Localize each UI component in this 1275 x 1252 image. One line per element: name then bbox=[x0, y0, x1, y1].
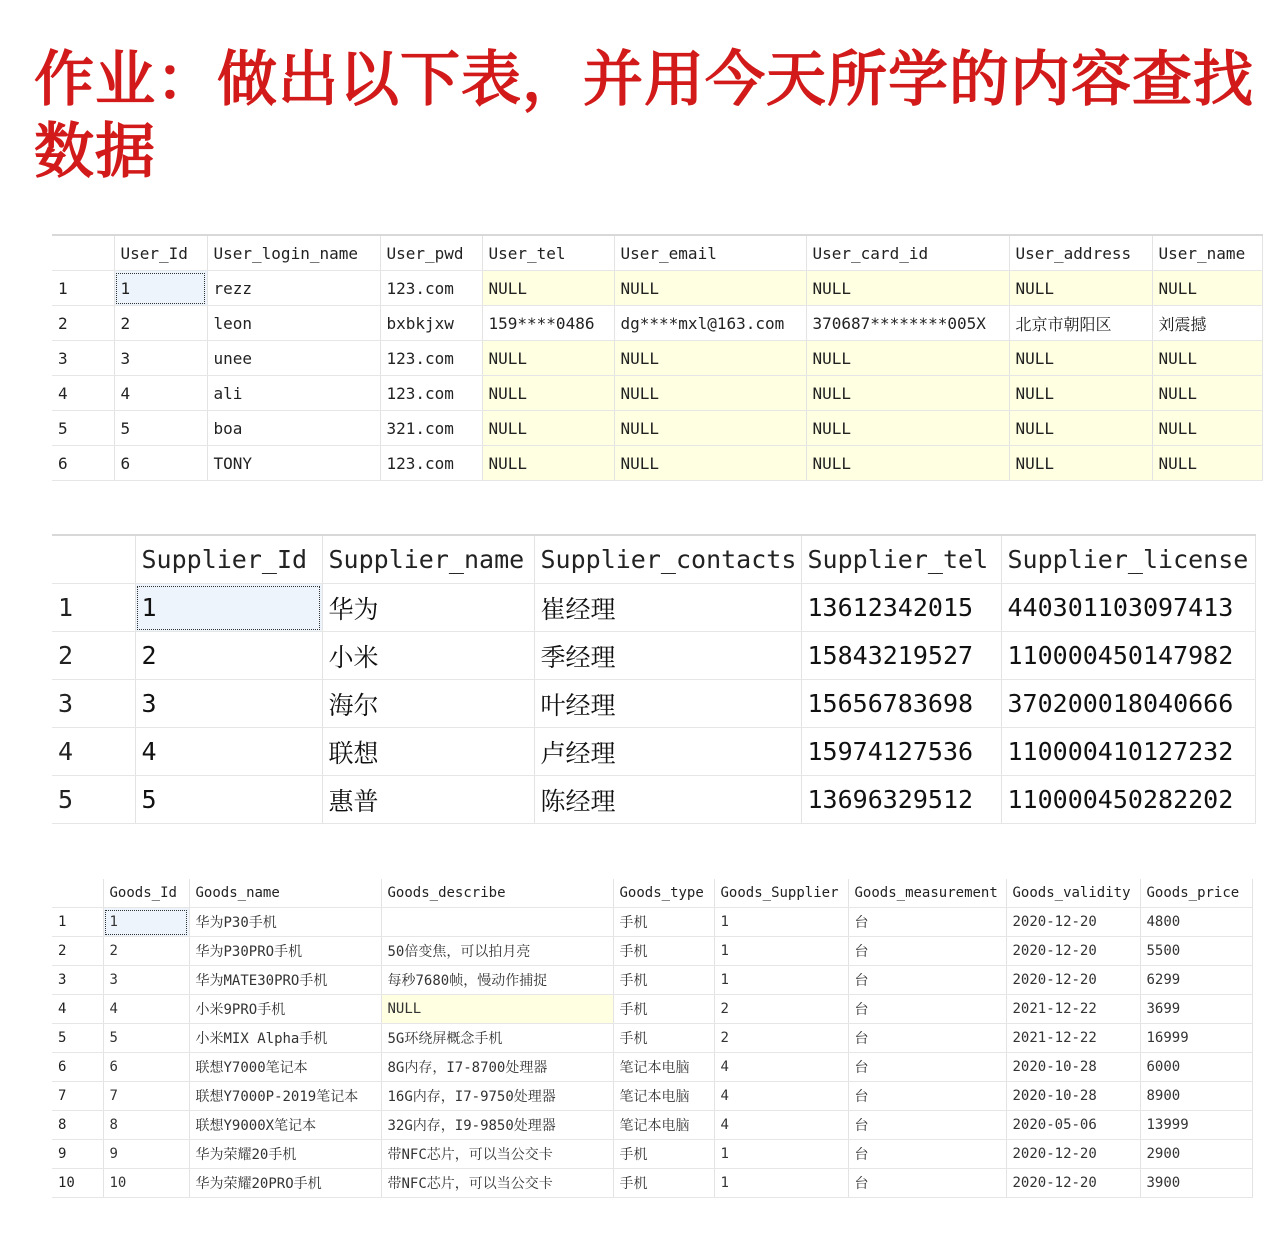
table-row[interactable] bbox=[52, 966, 1252, 995]
table-row[interactable] bbox=[52, 1169, 1252, 1198]
table-row[interactable] bbox=[52, 411, 1262, 446]
table-cell[interactable]: 5G环绕屏概念手机 bbox=[381, 1024, 613, 1053]
table-cell[interactable]: 2020-12-20 bbox=[1006, 908, 1140, 937]
table-cell[interactable]: 每秒7680帧，慢动作捕捉 bbox=[381, 966, 613, 995]
table-cell[interactable]: 手机 bbox=[613, 1140, 714, 1169]
table-cell[interactable]: 50倍变焦，可以拍月亮 bbox=[381, 937, 613, 966]
suppliers-column-header[interactable]: Supplier_name bbox=[322, 535, 534, 584]
users-column-header[interactable]: User_email bbox=[614, 235, 806, 271]
table-cell[interactable]: 4 bbox=[714, 1111, 848, 1140]
table-cell[interactable]: ali bbox=[207, 376, 380, 411]
users-table bbox=[52, 234, 1263, 481]
table-cell[interactable]: 刘震撼 bbox=[1152, 306, 1262, 341]
table-cell[interactable]: 台 bbox=[848, 966, 1006, 995]
table-cell[interactable]: 2020-12-20 bbox=[1006, 1169, 1140, 1198]
goods-column-header[interactable]: Goods_type bbox=[613, 879, 714, 908]
row-number: 3 bbox=[52, 341, 114, 376]
table-cell[interactable]: 2 bbox=[103, 937, 189, 966]
table-cell[interactable]: leon bbox=[207, 306, 380, 341]
table-cell[interactable]: 10 bbox=[103, 1169, 189, 1198]
goods-column-header[interactable]: Goods_measurement bbox=[848, 879, 1006, 908]
table-cell[interactable]: 笔记本电脑 bbox=[613, 1053, 714, 1082]
row-number: 1 bbox=[52, 271, 114, 306]
table-cell[interactable]: 崔经理 bbox=[534, 584, 801, 632]
goods-column-header[interactable]: Goods_Id bbox=[103, 879, 189, 908]
table-cell[interactable]: 2021-12-22 bbox=[1006, 1024, 1140, 1053]
table-cell[interactable]: 3900 bbox=[1140, 1169, 1252, 1198]
table-cell[interactable]: 联想 bbox=[322, 728, 534, 776]
row-number: 8 bbox=[52, 1111, 103, 1140]
table-cell[interactable]: 8900 bbox=[1140, 1082, 1252, 1111]
table-cell[interactable]: 110000450282202 bbox=[1001, 776, 1255, 824]
table-row[interactable] bbox=[52, 446, 1262, 481]
table-cell[interactable]: 北京市朝阳区 bbox=[1009, 306, 1152, 341]
table-cell[interactable]: 4 bbox=[714, 1053, 848, 1082]
table-cell[interactable]: 6 bbox=[103, 1053, 189, 1082]
table-cell[interactable]: 2020-12-20 bbox=[1006, 937, 1140, 966]
table-row[interactable] bbox=[52, 1111, 1252, 1140]
table-cell[interactable]: 华为P30手机 bbox=[189, 908, 381, 937]
row-number: 6 bbox=[52, 1053, 103, 1082]
table-cell[interactable]: 4 bbox=[114, 376, 207, 411]
row-number: 5 bbox=[52, 776, 135, 824]
table-cell[interactable]: 小米MIX Alpha手机 bbox=[189, 1024, 381, 1053]
table-cell[interactable]: 台 bbox=[848, 1140, 1006, 1169]
table-cell[interactable]: 2 bbox=[714, 1024, 848, 1053]
row-number: 1 bbox=[52, 584, 135, 632]
table-cell[interactable]: 6 bbox=[114, 446, 207, 481]
table-cell[interactable]: 华为荣耀20手机 bbox=[189, 1140, 381, 1169]
table-cell[interactable]: 手机 bbox=[613, 908, 714, 937]
table-cell[interactable]: 手机 bbox=[613, 937, 714, 966]
row-number: 3 bbox=[52, 680, 135, 728]
table-cell[interactable]: 笔记本电脑 bbox=[613, 1082, 714, 1111]
table-cell[interactable]: 笔记本电脑 bbox=[613, 1111, 714, 1140]
table-cell[interactable]: 123.com bbox=[380, 271, 482, 306]
table-cell[interactable]: NULL bbox=[614, 446, 806, 481]
table-cell[interactable]: 15843219527 bbox=[801, 632, 1001, 680]
table-cell[interactable]: 海尔 bbox=[322, 680, 534, 728]
row-number: 5 bbox=[52, 411, 114, 446]
row-number: 2 bbox=[52, 306, 114, 341]
table-cell[interactable]: NULL bbox=[381, 995, 613, 1024]
table-cell[interactable]: 5 bbox=[103, 1024, 189, 1053]
table-cell[interactable]: 2900 bbox=[1140, 1140, 1252, 1169]
table-cell[interactable]: 1 bbox=[714, 937, 848, 966]
suppliers-corner bbox=[52, 535, 135, 584]
table-cell[interactable]: NULL bbox=[614, 271, 806, 306]
users-column-header[interactable]: User_login_name bbox=[207, 235, 380, 271]
table-cell[interactable]: 联想Y7000P-2019笔记本 bbox=[189, 1082, 381, 1111]
table-cell[interactable]: NULL bbox=[1152, 341, 1262, 376]
table-cell[interactable]: NULL bbox=[482, 446, 614, 481]
goods-header-row bbox=[52, 879, 1252, 908]
table-cell[interactable]: 台 bbox=[848, 995, 1006, 1024]
suppliers-column-header[interactable]: Supplier_Id bbox=[135, 535, 322, 584]
table-cell[interactable]: 2020-10-28 bbox=[1006, 1082, 1140, 1111]
table-cell[interactable]: 1 bbox=[103, 908, 189, 937]
table-row[interactable] bbox=[52, 680, 1255, 728]
table-cell[interactable]: NULL bbox=[806, 376, 1009, 411]
users-body bbox=[52, 271, 1262, 481]
table-row[interactable] bbox=[52, 376, 1262, 411]
table-cell[interactable]: 1 bbox=[714, 1169, 848, 1198]
table-cell[interactable]: 1 bbox=[114, 271, 207, 306]
goods-column-header[interactable]: Goods_Supplier bbox=[714, 879, 848, 908]
row-number: 7 bbox=[52, 1082, 103, 1111]
table-cell[interactable]: NULL bbox=[614, 411, 806, 446]
table-cell[interactable]: 370200018040666 bbox=[1001, 680, 1255, 728]
table-cell[interactable]: NULL bbox=[1152, 411, 1262, 446]
users-column-header[interactable]: User_name bbox=[1152, 235, 1262, 271]
table-cell[interactable]: 台 bbox=[848, 1111, 1006, 1140]
table-cell[interactable]: 16999 bbox=[1140, 1024, 1252, 1053]
table-cell[interactable]: 1 bbox=[714, 1140, 848, 1169]
users-column-header[interactable]: User_Id bbox=[114, 235, 207, 271]
row-number: 10 bbox=[52, 1169, 103, 1198]
table-cell[interactable]: 8G内存，I7-8700处理器 bbox=[381, 1053, 613, 1082]
table-cell[interactable]: 6299 bbox=[1140, 966, 1252, 995]
table-cell[interactable]: 123.com bbox=[380, 376, 482, 411]
suppliers-header-row bbox=[52, 535, 1255, 584]
goods-column-header[interactable]: Goods_name bbox=[189, 879, 381, 908]
table-cell[interactable]: 4 bbox=[714, 1082, 848, 1111]
table-cell[interactable]: TONY bbox=[207, 446, 380, 481]
row-number: 9 bbox=[52, 1140, 103, 1169]
table-cell[interactable]: 手机 bbox=[613, 995, 714, 1024]
table-cell[interactable]: 2020-10-28 bbox=[1006, 1053, 1140, 1082]
row-number: 6 bbox=[52, 446, 114, 481]
table-cell[interactable]: NULL bbox=[806, 341, 1009, 376]
table-cell[interactable]: 4 bbox=[103, 995, 189, 1024]
table-cell[interactable]: 32G内存，I9-9850处理器 bbox=[381, 1111, 613, 1140]
table-cell[interactable]: 9 bbox=[103, 1140, 189, 1169]
table-cell[interactable]: 123.com bbox=[380, 341, 482, 376]
table-cell[interactable]: 16G内存，I7-9750处理器 bbox=[381, 1082, 613, 1111]
table-cell[interactable]: 卢经理 bbox=[534, 728, 801, 776]
row-number: 3 bbox=[52, 966, 103, 995]
table-cell[interactable]: 370687********005X bbox=[806, 306, 1009, 341]
row-number: 4 bbox=[52, 995, 103, 1024]
table-cell[interactable]: 小米 bbox=[322, 632, 534, 680]
table-row[interactable] bbox=[52, 995, 1252, 1024]
table-cell[interactable]: NULL bbox=[1009, 341, 1152, 376]
table-row[interactable] bbox=[52, 937, 1252, 966]
table-cell[interactable]: 手机 bbox=[613, 1169, 714, 1198]
table-cell[interactable]: 2020-05-06 bbox=[1006, 1111, 1140, 1140]
assignment-title: 作业：做出以下表，并用今天所学的内容查找数据 bbox=[34, 45, 1254, 187]
goods-column-header[interactable]: Goods_validity bbox=[1006, 879, 1140, 908]
table-cell[interactable]: NULL bbox=[806, 446, 1009, 481]
table-cell[interactable]: 台 bbox=[848, 908, 1006, 937]
table-cell[interactable]: 13612342015 bbox=[801, 584, 1001, 632]
table-cell[interactable]: 手机 bbox=[613, 1024, 714, 1053]
table-row[interactable] bbox=[52, 908, 1252, 937]
table-cell[interactable]: 3 bbox=[103, 966, 189, 995]
table-cell[interactable]: 8 bbox=[103, 1111, 189, 1140]
table-cell[interactable]: NULL bbox=[1009, 411, 1152, 446]
table-row[interactable] bbox=[52, 632, 1255, 680]
goods-corner bbox=[52, 879, 103, 908]
table-row[interactable] bbox=[52, 1024, 1252, 1053]
table-cell[interactable]: 带NFC芯片，可以当公交卡 bbox=[381, 1169, 613, 1198]
table-cell[interactable]: 华为 bbox=[322, 584, 534, 632]
table-cell[interactable]: 华为MATE30PRO手机 bbox=[189, 966, 381, 995]
table-cell[interactable]: 台 bbox=[848, 1024, 1006, 1053]
row-number: 2 bbox=[52, 937, 103, 966]
table-cell[interactable]: 3 bbox=[135, 680, 322, 728]
table-cell[interactable]: 台 bbox=[848, 1169, 1006, 1198]
table-cell[interactable]: NULL bbox=[806, 411, 1009, 446]
table-cell[interactable]: NULL bbox=[1009, 271, 1152, 306]
table-cell[interactable]: 15656783698 bbox=[801, 680, 1001, 728]
table-cell[interactable]: 321.com bbox=[380, 411, 482, 446]
table-cell[interactable]: NULL bbox=[806, 271, 1009, 306]
row-number: 4 bbox=[52, 728, 135, 776]
table-cell[interactable]: 1 bbox=[135, 584, 322, 632]
table-cell[interactable]: NULL bbox=[482, 376, 614, 411]
table-cell[interactable]: 2021-12-22 bbox=[1006, 995, 1140, 1024]
table-cell[interactable]: dg****mxl@163.com bbox=[614, 306, 806, 341]
users-column-header[interactable]: User_address bbox=[1009, 235, 1152, 271]
goods-column-header[interactable]: Goods_price bbox=[1140, 879, 1252, 908]
suppliers-table bbox=[52, 534, 1256, 824]
table-cell[interactable]: boa bbox=[207, 411, 380, 446]
table-row[interactable] bbox=[52, 728, 1255, 776]
table-cell[interactable]: 110000450147982 bbox=[1001, 632, 1255, 680]
table-row[interactable] bbox=[52, 584, 1255, 632]
users-column-header[interactable]: User_tel bbox=[482, 235, 614, 271]
table-cell[interactable]: unee bbox=[207, 341, 380, 376]
table-cell[interactable]: 联想Y7000笔记本 bbox=[189, 1053, 381, 1082]
table-cell[interactable]: 6000 bbox=[1140, 1053, 1252, 1082]
table-cell[interactable]: 季经理 bbox=[534, 632, 801, 680]
suppliers-column-header[interactable]: Supplier_license bbox=[1001, 535, 1255, 584]
table-cell[interactable]: NULL bbox=[614, 341, 806, 376]
row-number: 2 bbox=[52, 632, 135, 680]
table-cell[interactable]: 台 bbox=[848, 1053, 1006, 1082]
table-row[interactable] bbox=[52, 1082, 1252, 1111]
table-cell[interactable]: 1 bbox=[714, 908, 848, 937]
table-cell[interactable]: 13696329512 bbox=[801, 776, 1001, 824]
users-column-header[interactable]: User_card_id bbox=[806, 235, 1009, 271]
table-cell[interactable]: 5500 bbox=[1140, 937, 1252, 966]
table-cell[interactable]: 惠普 bbox=[322, 776, 534, 824]
table-cell[interactable]: 5 bbox=[114, 411, 207, 446]
users-corner bbox=[52, 235, 114, 271]
table-cell[interactable]: 2 bbox=[114, 306, 207, 341]
goods-table bbox=[52, 879, 1253, 1198]
table-cell[interactable]: 陈经理 bbox=[534, 776, 801, 824]
table-cell[interactable]: 13999 bbox=[1140, 1111, 1252, 1140]
table-cell[interactable]: 小米9PRO手机 bbox=[189, 995, 381, 1024]
suppliers-column-header[interactable]: Supplier_tel bbox=[801, 535, 1001, 584]
table-cell[interactable]: NULL bbox=[482, 341, 614, 376]
table-cell[interactable]: 15974127536 bbox=[801, 728, 1001, 776]
table-cell[interactable]: NULL bbox=[482, 411, 614, 446]
table-cell[interactable]: 手机 bbox=[613, 966, 714, 995]
users-column-header[interactable]: User_pwd bbox=[380, 235, 482, 271]
table-row[interactable] bbox=[52, 776, 1255, 824]
table-cell[interactable]: 2 bbox=[135, 632, 322, 680]
table-cell[interactable]: NULL bbox=[1152, 446, 1262, 481]
table-cell[interactable]: 3699 bbox=[1140, 995, 1252, 1024]
table-cell[interactable]: 华为P30PRO手机 bbox=[189, 937, 381, 966]
table-cell[interactable]: 4 bbox=[135, 728, 322, 776]
table-cell[interactable]: 华为荣耀20PRO手机 bbox=[189, 1169, 381, 1198]
table-cell[interactable]: 2020-12-20 bbox=[1006, 1140, 1140, 1169]
table-cell[interactable]: 123.com bbox=[380, 446, 482, 481]
suppliers-body bbox=[52, 584, 1255, 824]
row-number: 1 bbox=[52, 908, 103, 937]
table-row[interactable] bbox=[52, 306, 1262, 341]
goods-column-header[interactable]: Goods_describe bbox=[381, 879, 613, 908]
table-cell[interactable]: NULL bbox=[1152, 376, 1262, 411]
row-number: 5 bbox=[52, 1024, 103, 1053]
table-cell[interactable]: bxbkjxw bbox=[380, 306, 482, 341]
users-header-row bbox=[52, 235, 1262, 271]
table-cell[interactable]: rezz bbox=[207, 271, 380, 306]
table-cell[interactable] bbox=[381, 908, 613, 937]
table-cell[interactable]: 叶经理 bbox=[534, 680, 801, 728]
table-cell[interactable]: 联想Y9000X笔记本 bbox=[189, 1111, 381, 1140]
table-cell[interactable]: 7 bbox=[103, 1082, 189, 1111]
table-cell[interactable]: NULL bbox=[1009, 376, 1152, 411]
table-cell[interactable]: 5 bbox=[135, 776, 322, 824]
goods-body bbox=[52, 908, 1252, 1198]
table-row[interactable] bbox=[52, 271, 1262, 306]
table-cell[interactable]: 台 bbox=[848, 1082, 1006, 1111]
row-number: 4 bbox=[52, 376, 114, 411]
table-cell[interactable]: NULL bbox=[1152, 271, 1262, 306]
table-cell[interactable]: NULL bbox=[1009, 446, 1152, 481]
table-cell[interactable]: 3 bbox=[114, 341, 207, 376]
table-cell[interactable]: NULL bbox=[482, 271, 614, 306]
suppliers-column-header[interactable]: Supplier_contacts bbox=[534, 535, 801, 584]
table-row[interactable] bbox=[52, 1140, 1252, 1169]
table-cell[interactable]: 1 bbox=[714, 966, 848, 995]
table-cell[interactable]: 2020-12-20 bbox=[1006, 966, 1140, 995]
table-cell[interactable]: 台 bbox=[848, 937, 1006, 966]
table-row[interactable] bbox=[52, 341, 1262, 376]
table-cell[interactable]: NULL bbox=[614, 376, 806, 411]
table-cell[interactable]: 2 bbox=[714, 995, 848, 1024]
table-cell[interactable]: 4800 bbox=[1140, 908, 1252, 937]
table-cell[interactable]: 159****0486 bbox=[482, 306, 614, 341]
table-row[interactable] bbox=[52, 1053, 1252, 1082]
table-cell[interactable]: 110000410127232 bbox=[1001, 728, 1255, 776]
table-cell[interactable]: 440301103097413 bbox=[1001, 584, 1255, 632]
table-cell[interactable]: 带NFC芯片，可以当公交卡 bbox=[381, 1140, 613, 1169]
